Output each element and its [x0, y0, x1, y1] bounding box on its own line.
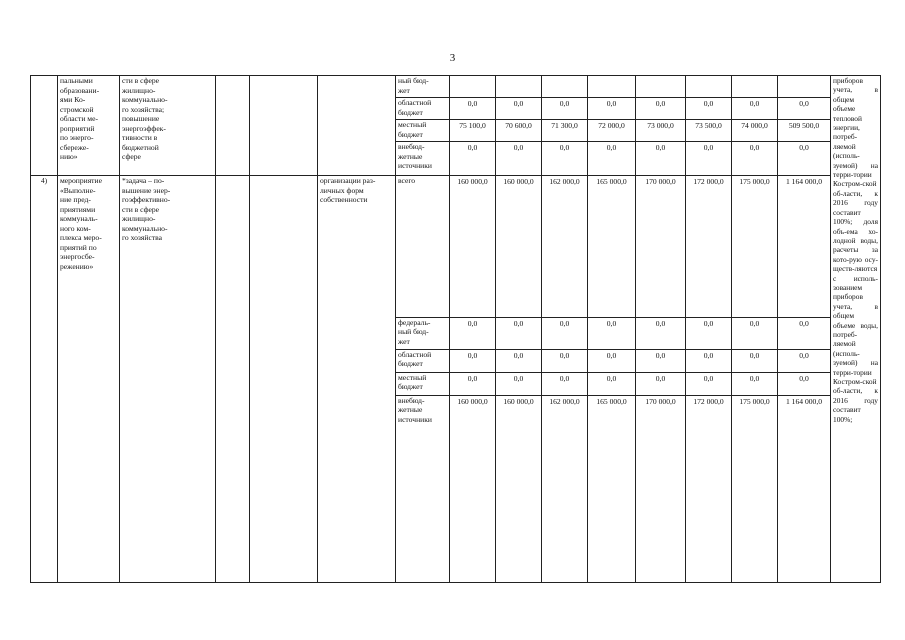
value-cell: 1 164 000,0 — [778, 395, 831, 582]
value-cell — [588, 76, 636, 98]
funding-source-label: областной бюджет — [396, 349, 450, 372]
value-cell: 0,0 — [496, 372, 542, 395]
value-cell — [450, 76, 496, 98]
value-cell: 0,0 — [732, 98, 778, 120]
executor-cell — [318, 76, 396, 176]
value-cell: 0,0 — [450, 349, 496, 372]
value-cell: 0,0 — [450, 317, 496, 349]
value-cell — [636, 76, 686, 98]
funding-source-label: всего — [396, 176, 450, 318]
value-cell: 509 500,0 — [778, 120, 831, 142]
value-cell: 0,0 — [496, 317, 542, 349]
value-cell: 0,0 — [778, 98, 831, 120]
value-cell: 0,0 — [636, 349, 686, 372]
page-number: 3 — [449, 52, 456, 64]
task-cell: *задача – по- вышение энер- гоэффективно- сти в сфере жилищно- коммунально- го хозяйства — [120, 176, 216, 583]
value-cell: 0,0 — [686, 317, 732, 349]
value-cell: 0,0 — [496, 142, 542, 176]
value-cell: 0,0 — [588, 372, 636, 395]
funding-source-label: ный бюд- жет — [396, 76, 450, 98]
value-cell: 0,0 — [450, 98, 496, 120]
value-cell: 0,0 — [686, 372, 732, 395]
value-cell: 0,0 — [636, 98, 686, 120]
table-row — [31, 76, 881, 98]
value-cell: 160 000,0 — [450, 176, 496, 318]
value-cell: 74 000,0 — [732, 120, 778, 142]
table-row — [31, 176, 881, 318]
period-cell — [216, 176, 250, 583]
value-cell — [496, 76, 542, 98]
value-cell: 160 000,0 — [450, 395, 496, 582]
value-cell: 0,0 — [542, 98, 588, 120]
value-cell: 175 000,0 — [732, 176, 778, 318]
value-cell: 160 000,0 — [496, 176, 542, 318]
value-cell: 170 000,0 — [636, 395, 686, 582]
value-cell: 72 000,0 — [588, 120, 636, 142]
funding-source-label: местный бюджет — [396, 120, 450, 142]
value-cell: 0,0 — [496, 98, 542, 120]
value-cell — [542, 76, 588, 98]
value-cell: 0,0 — [686, 142, 732, 176]
row-number-cell — [31, 76, 58, 176]
value-cell: 160 000,0 — [496, 395, 542, 582]
value-cell: 0,0 — [542, 317, 588, 349]
value-cell: 0,0 — [778, 349, 831, 372]
funding-source-label: внебюд- жетные источники — [396, 142, 450, 176]
value-cell: 0,0 — [636, 372, 686, 395]
value-cell — [732, 76, 778, 98]
value-cell: 0,0 — [542, 372, 588, 395]
value-cell: 0,0 — [450, 142, 496, 176]
empty-cell — [250, 176, 318, 583]
value-cell: 0,0 — [588, 142, 636, 176]
value-cell: 170 000,0 — [636, 176, 686, 318]
value-cell: 165 000,0 — [588, 395, 636, 582]
value-cell: 0,0 — [636, 317, 686, 349]
row-number-cell: 4) — [31, 176, 58, 583]
value-cell: 0,0 — [686, 98, 732, 120]
value-cell: 0,0 — [588, 98, 636, 120]
value-cell: 75 100,0 — [450, 120, 496, 142]
value-cell: 73 500,0 — [686, 120, 732, 142]
period-cell — [216, 76, 250, 176]
activity-name-cell: пальными образовани- ями Ко- стромской области ме- роприятий по энерго- сбереже- нию» — [58, 76, 120, 176]
value-cell: 172 000,0 — [686, 395, 732, 582]
funding-source-label: внебюд- жетные источники — [396, 395, 450, 582]
activity-name-cell: мероприятие «Выполне- ние пред- приятиями коммуналь- ного ком- плекса меро- приятий по энергосбе- режению» — [58, 176, 120, 583]
funding-source-label: областной бюджет — [396, 98, 450, 120]
value-cell: 0,0 — [686, 349, 732, 372]
value-cell: 0,0 — [732, 317, 778, 349]
value-cell — [778, 76, 831, 98]
value-cell: 0,0 — [450, 372, 496, 395]
value-cell: 0,0 — [732, 142, 778, 176]
value-cell: 0,0 — [636, 142, 686, 176]
program-activities-table — [30, 75, 881, 583]
value-cell: 0,0 — [778, 372, 831, 395]
value-cell: 0,0 — [778, 142, 831, 176]
value-cell: 0,0 — [732, 349, 778, 372]
value-cell: 70 600,0 — [496, 120, 542, 142]
value-cell: 1 164 000,0 — [778, 176, 831, 318]
empty-cell — [250, 76, 318, 176]
value-cell: 165 000,0 — [588, 176, 636, 318]
value-cell: 0,0 — [542, 349, 588, 372]
value-cell: 0,0 — [496, 349, 542, 372]
value-cell: 172 000,0 — [686, 176, 732, 318]
value-cell: 73 000,0 — [636, 120, 686, 142]
value-cell: 0,0 — [588, 317, 636, 349]
executor-cell: организации раз- личных форм собственности — [318, 176, 396, 583]
value-cell — [686, 76, 732, 98]
value-cell: 0,0 — [778, 317, 831, 349]
funding-source-label: федераль- ный бюд- жет — [396, 317, 450, 349]
value-cell: 0,0 — [732, 372, 778, 395]
task-cell: сти в сфере жилищно- коммунально- го хозяйства; повышение энергоэффек- тивности в бюджетной сфере — [120, 76, 216, 176]
funding-source-label: местный бюджет — [396, 372, 450, 395]
value-cell: 71 300,0 — [542, 120, 588, 142]
value-cell: 0,0 — [588, 349, 636, 372]
value-cell: 0,0 — [542, 142, 588, 176]
indicator-note-cell: приборов учета, в общем объеме тепловой энергии, потреб-ляемой (исполь-зуемой) на терри-тории Костром-ской об-ласти, к 2016 году составит 100%; доля объ-ема хо-лодной воды, расчеты за кото-рую осу-ществ-ляются с исполь-зованием приборов учета, в общем объеме воды, потреб-ляемой (исполь-зуемой) на терри-тории Костром-ской об-ласти, к 2016 году составит 100%; — [831, 76, 881, 583]
value-cell: 162 000,0 — [542, 395, 588, 582]
value-cell: 175 000,0 — [732, 395, 778, 582]
value-cell: 162 000,0 — [542, 176, 588, 318]
